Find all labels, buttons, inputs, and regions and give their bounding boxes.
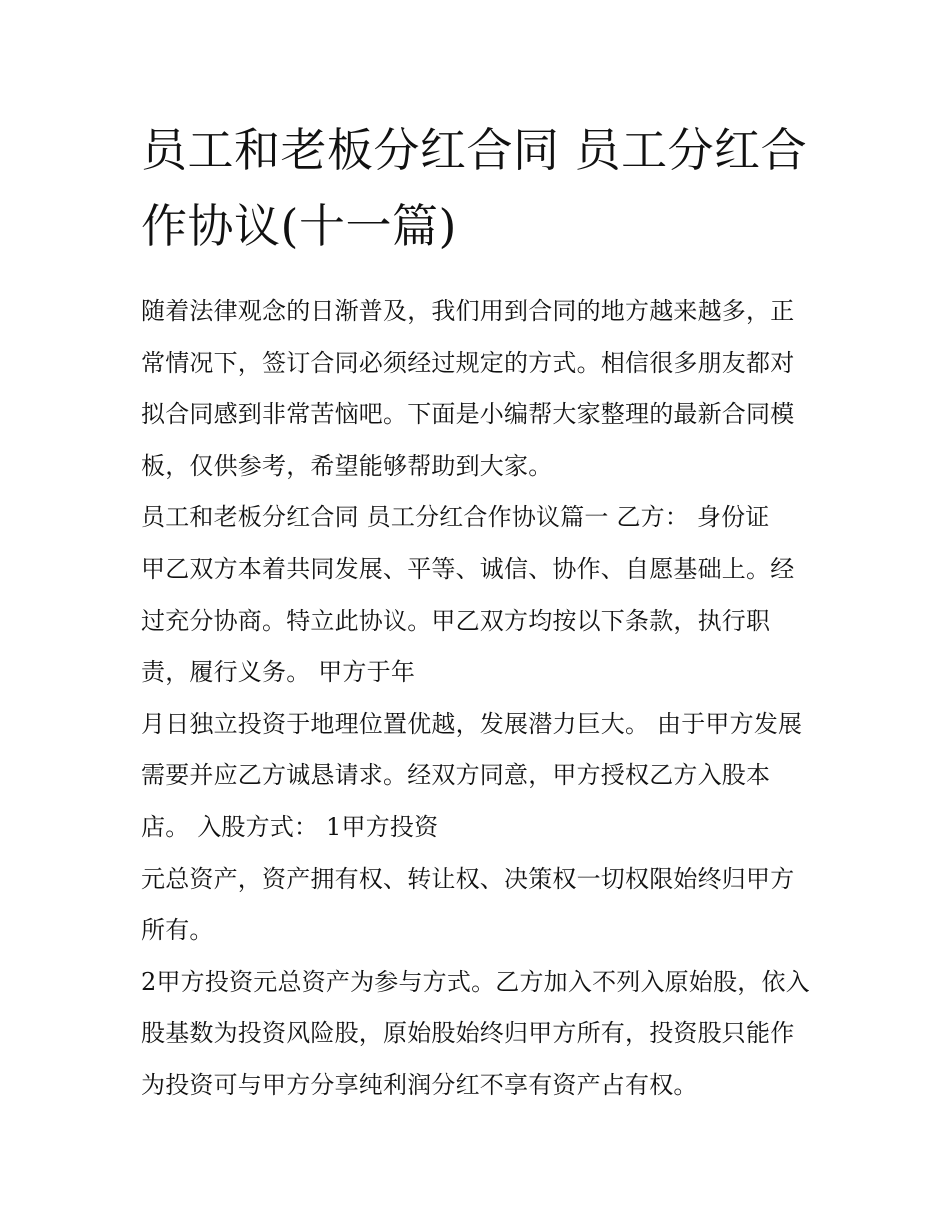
paragraph-intro: 随着法律观念的日渐普及，我们用到合同的地方越来越多，正常情况下，签订合同必须经过规定的方式。相信很多朋友都对拟合同感到非常苦恼吧。下面是小编帮大家整理的最新合同模板，仅供参考，希望能够帮助到大家。: [141, 297, 795, 480]
document-title: 员工和老板分红合同 员工分红合作协议(十一篇): [141, 123, 808, 253]
paragraph-agreement-basis: 甲乙双方本着共同发展、平等、诚信、协作、自愿基础上。经过充分协商。特立此协议。甲乙双方均按以下条款，执行职责，履行义务。 甲方于年: [141, 554, 795, 687]
paragraph-asset-rights: 元总资产，资产拥有权、转让权、决策权一切权限始终归甲方所有。: [141, 864, 795, 945]
document-body: [141, 112, 813, 1112]
paragraph-section-heading: 员工和老板分红合同 员工分红合作协议篇一 乙方： 身份证: [141, 503, 770, 532]
paragraph-investment-method: 2甲方投资元总资产为参与方式。乙方加入不列入原始股，依入股基数为投资风险股，原始股始终归甲方所有，投资股只能作为投资可与甲方分享纯利润分红不享有资产占有权。: [141, 967, 810, 1099]
paragraph-investment: 月日独立投资于地理位置优越，发展潜力巨大。 由于甲方发展需要并应乙方诚恳请求。经双方同意，甲方授权乙方入股本店。 入股方式： 1甲方投资: [141, 709, 803, 841]
